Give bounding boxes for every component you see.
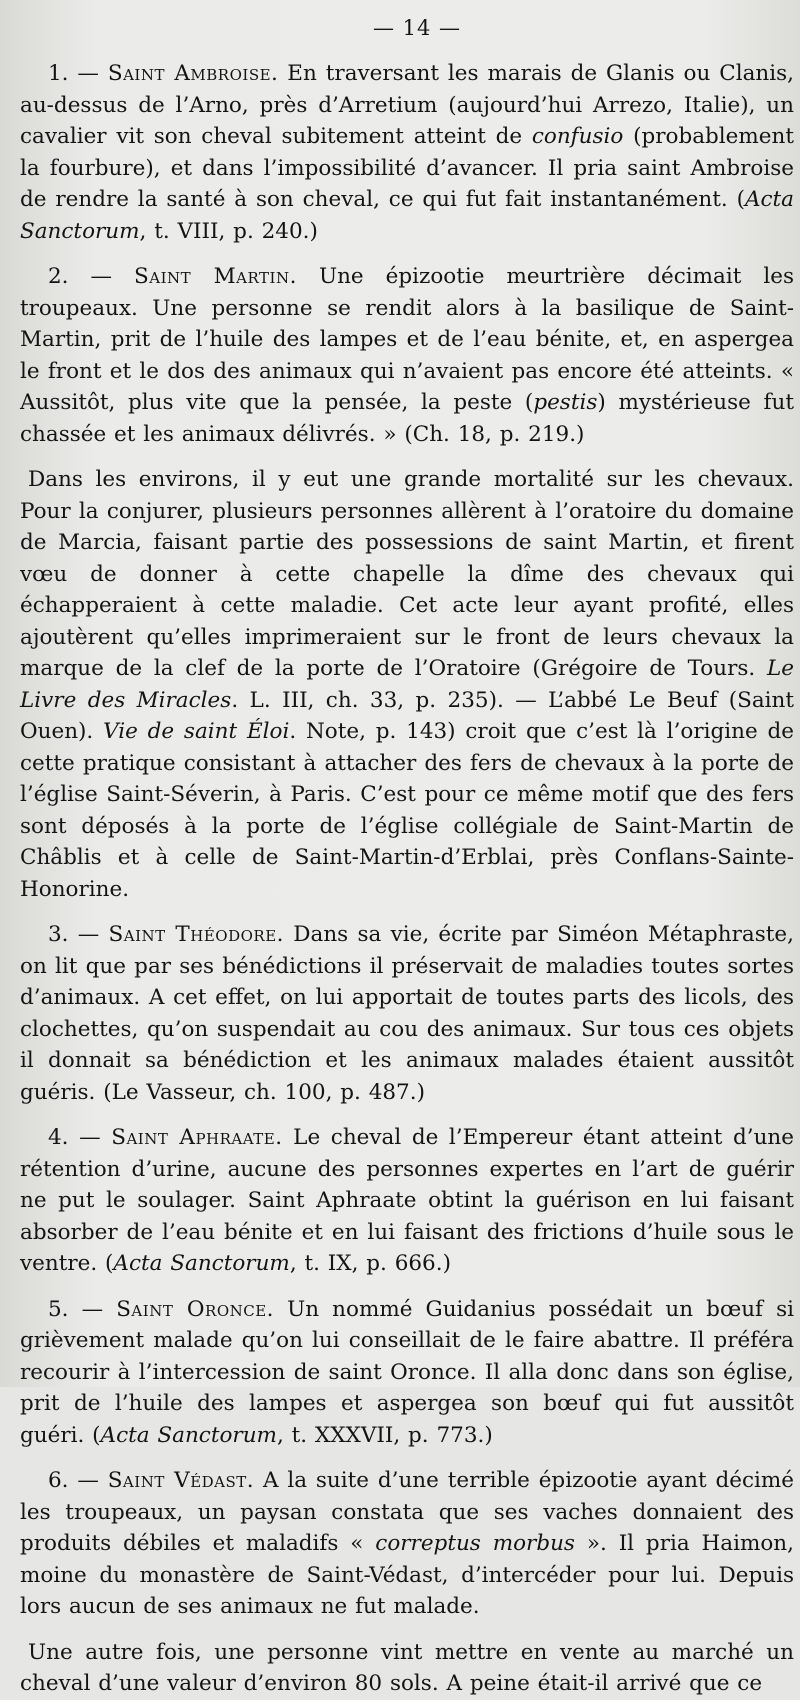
text-run: . Note, p. 143) croit que c’est là l’origine de cette pratique consistant à attacher des fers de chevaux à la porte de l’église Saint-Séverin, à Paris. C’est pour ce même motif que des fers sont déposés à la porte de l’église collégiale de Saint-Martin de Châblis et à celle de Saint-Martin-d’Erblai, près Conflans-Sainte-Honorine.: [20, 719, 794, 902]
body-text: [20, 58, 794, 1700]
paragraph: [20, 58, 794, 247]
text-run: . L. III, ch. 33, p. 235). — L’abbé Le Beuf (Saint Ouen).: [20, 687, 795, 744]
text-run: Un nommé Guidanius possédait un bœuf si grièvement malade qu’on lui conseillait de le faire abattre. Il préféra recourir à l’intercession de saint Oronce. Il alla donc dans son église, prit de l’huile des lampes et aspergea son bœuf qui fut aussitôt guéri. (: [20, 1296, 795, 1448]
saint-name: Saint Aphraate.: [111, 1125, 283, 1150]
section-number: 4. —: [48, 1125, 112, 1150]
saint-name: Saint Théodore.: [108, 922, 284, 947]
text-run: , t. IX, p. 666.): [289, 1251, 451, 1276]
italic-text: Acta Sanctorum: [20, 187, 794, 244]
text-run: Dans les environs, il y eut une grande mortalité sur les chevaux. Pour la conjurer, plusieurs personnes allèrent à l’oratoire du domaine de Marcia, faisant partie des possessions de saint Martin, et firent vœu de donner à cette chapelle la dîme des chevaux qui échapperaient à cette maladie. Cet acte leur ayant profité, elles ajoutèrent qu’elles imprimeraient sur le front de leurs chevaux la marque de la clef de la porte de l’Oratoire (Grégoire de Tours.: [20, 467, 794, 681]
text-run: (probablement la fourbure), et dans l’impossibilité d’avancer. Il pria saint Ambroise de rendre la santé à son cheval, ce qui fut fait instantanément. (: [20, 124, 794, 212]
text-run: En traversant les marais de Glanis ou Clanis, au-dessus de l’Arno, près d’Arretium (aujourd’hui Arrezo, Italie), un cavalier vit son cheval subitement atteint de: [20, 61, 795, 149]
page-number: — 14 —: [372, 16, 462, 40]
text-run: Le cheval de l’Empereur étant atteint d’une rétention d’urine, aucune des personnes expertes en l’art de guérir ne put le soulager. Saint Aphraate obtint la guérison en lui faisant absorber de l’eau bénite et en lui faisant des frictions d’huile sous le ventre. (: [20, 1125, 794, 1276]
italic-text: Acta Sanctorum: [113, 1251, 290, 1276]
paragraph: [20, 261, 794, 450]
text-run: ) mystérieuse fut chassée et les animaux délivrés. » (Ch. 18, p. 219.): [20, 390, 794, 447]
text-run: Une autre fois, une personne vint mettre en vente au marché un cheval d’une valeur d’environ 80 sols. A peine était-il arrivé que ce: [20, 1639, 794, 1696]
paragraph: [20, 1122, 794, 1280]
italic-text: Le Livre des Miracles: [20, 656, 794, 713]
paragraph: [20, 1637, 794, 1700]
text-run: ». Il pria Haimon, moine du monastère de Saint-Védast, d’intercéder pour lui. Depuis lors aucun de ses animaux ne fut malade.: [20, 1531, 794, 1619]
text-run: , t. XXXVII, p. 773.): [276, 1422, 493, 1448]
text-run: Une épizootie meurtrière décimait les troupeaux. Une personne se rendit alors à la basilique de Saint-Martin, prit de l’huile des lampes et de l’eau bénite, et, en aspergea le front et le dos des animaux qui n’avaient pas encore été atteints. « Aussitôt, plus vite que la pensée, la peste (: [20, 264, 794, 415]
text-run: Dans sa vie, écrite par Siméon Métaphraste, on lit que par ses bénédictions il préservait de maladies toutes sortes d’animaux. A cet effet, on lui apportait de toutes parts des licols, des clochettes, qu’on suspendait au cou des animaux. Sur tous ces objets il donnait sa bénédiction et les animaux malades étaient aussitôt guéris. (Le Vasseur, ch. 100, p. 487.): [20, 922, 794, 1105]
section-number: 1. —: [48, 61, 108, 86]
text-run: A la suite d’une terrible épizootie ayant décimé les troupeaux, un paysan constata que ses vaches donnaient des produits débiles et maladifs «: [20, 1468, 794, 1556]
section-number: 3. —: [48, 922, 109, 947]
paragraph: [20, 464, 794, 905]
paragraph: [20, 1465, 794, 1623]
paragraph: [20, 919, 794, 1108]
saint-name: Saint Oronce.: [116, 1296, 275, 1322]
italic-text: pestis: [533, 390, 598, 415]
saint-name: Saint Védast.: [107, 1468, 255, 1493]
italic-text: correptus morbus: [375, 1531, 575, 1556]
section-number: 2. —: [48, 264, 135, 289]
italic-text: Vie de saint Éloi: [103, 719, 290, 744]
section-number: 5. —: [48, 1296, 117, 1322]
italic-text: Acta Sanctorum: [100, 1422, 277, 1448]
section-number: 6. —: [48, 1468, 108, 1493]
paragraph: [20, 1294, 794, 1452]
saint-name: Saint Ambroise.: [107, 61, 279, 86]
italic-text: confusio: [531, 124, 624, 149]
saint-name: Saint Martin.: [134, 264, 297, 289]
text-run: , t. VIII, p. 240.): [139, 218, 318, 244]
